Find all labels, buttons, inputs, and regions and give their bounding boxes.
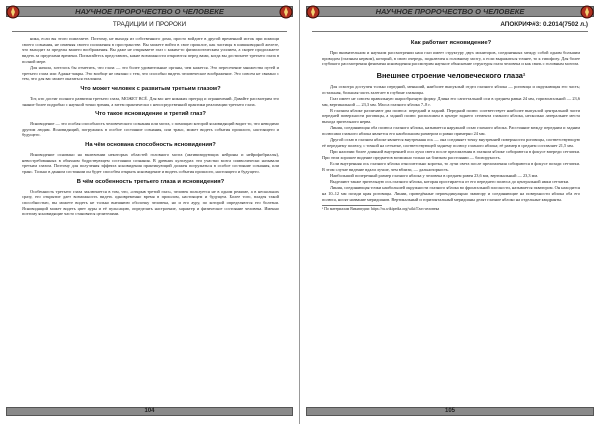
paragraph: ника, если вы этого пожелаете. Поэтому, не выходя из собственного дома, просто войдите в другой временной исток при помощи своего сознания, не изменяя своего положения в пространстве. Вы можете войти в свое прошлое, как частицы в шишковидной железе, что выходит за пределы вашего воображения. Вы даже не открываете глаз с каким-то физиологическим усилием, а скорее продолжаете видеть за пределами времени. Попытайтесь представить, какие возможности откроются перед вами, когда вы достигнете третьего глаза в полной мере.	[22, 36, 279, 64]
paragraph: Тот, кто достиг полного развития третьего глаза, МОЖЕТ ВСЁ. Для вас нет никаких преград и ограничений. Давайте рассмотрим это знание более подробно с научной точки зрения, а затем практически с непосредственной практики реализации третьего глаза.	[22, 95, 279, 107]
footnote-divider	[322, 205, 382, 206]
section-heading: В чём особенность третьего глаза и ясновидения?	[76, 178, 225, 185]
chapter-heading: Внешнее строение человеческого глаза¹	[376, 70, 526, 80]
page-number: 104	[144, 408, 155, 414]
paragraph: Линия, соединяющая оба полюса глазного яблока, называется наружной осью глазного яблока. Расстояние между передним и задним полюсами глазного яблока является его наибольшим размером и равно примерно 24 мм.	[322, 125, 580, 136]
footer-band	[306, 407, 594, 416]
paragraph: Наибольший поперечный размер глазного яблока у человека в среднем равен 23,6 мм, вертикальный — 23,3 мм.	[330, 172, 539, 178]
emblem-icon	[580, 5, 594, 19]
page-text	[322, 36, 580, 398]
paragraph: Для начала, хотелось бы отметить, что глаза — это более удивительные органы, чем кажется. Это пересечение множества путей и третьего глаза или Аджна-чакры. Это вообще не связано с тем, что способно видеть человеческое воображение. Это совсем не связано с тем, что для вас может оказаться эталоном.	[22, 64, 279, 82]
section-heading: Что такое ясновидение и третий глаз?	[95, 111, 206, 118]
paragraph: Выделяют также зрительную ось глазного яблока, которая простирается от его переднего полюса до центральной ямки сетчатки.	[330, 179, 570, 185]
paragraph: Линия, соединяющая точки наибольшей окружности глазного яблока во фронтальной плоскости, называется экватором. Он находится на 10–12 мм позади края роговицы. Линии, проведённые перпендикулярно экватору и соединяющие на поверхности яблока оба его полюса, носят название меридианов. Вертикальный и горизонтальный меридианы делят глазное яблоко на отдельные квадранты.	[322, 185, 580, 202]
paragraph: В глазном яблоке различают два полюса: передний и задний. Передний полюс соответствует наиболее выпуклой центральной части передней поверхности роговицы, а задний полюс расположен в центре заднего сегмента глазного яблока, несколько латеральнее места выхода зрительного нерва.	[322, 107, 580, 125]
section-heading: На чём основана способность ясновидения?	[85, 142, 216, 149]
header-band	[306, 6, 594, 17]
page-number: 105	[444, 408, 455, 414]
running-header: НАУЧНОЕ ПРОРОЧЕСТВО О ЧЕЛОВЕКЕ	[75, 7, 224, 16]
paragraph: Другой осью в глазном яблоке является внутренняя ось — она соединяет точку внутренней поверхности роговицы, соответствующую её переднему полюсу, с точкой на сетчатке, соответствующей заднему полюсу глазного яблока; её размер в среднем составляет 21,5 мм.	[322, 137, 580, 148]
paragraph: Особенность третьего глаза заключается в том, что, «открыв третий глаз», человек пользуется не в одном режиме, а в нескольких сразу, его открытие дает возможность видеть одновременно время в прошлом, настоящем и будущем. Более того, владея такой способностью, вы можете видеть не только внешнюю оболочку человека, но и его ауру, по которой определяются его болезни. Ясновидящий может видеть цвет ауры и её пульсацию, определять настроение, характер и физическое состояние человека. Именно поэтому ясновидящие часто становятся целителями.	[22, 188, 279, 217]
section-title: ТРАДИЦИИ И ПРОРОКИ	[112, 21, 187, 28]
section-heading: Что может человек с развитым третьим глазом?	[80, 85, 221, 92]
emblem-icon	[279, 5, 293, 19]
paragraph: При внимательном и научном рассмотрении наш глаз имеет структуру двух мониторов, соединенных между собой одним большим проводом (глазным нервом), который, в свою очередь, подключен к головному мозгу, а если выражаться точнее, то к гипофизу. Для более глубокого рассмотрения феномена ясновидения рассмотрим научное объяснение структуры глаза человека и как связь с головным мозгом.	[322, 50, 580, 67]
page-text	[22, 36, 279, 398]
emblem-icon	[306, 5, 320, 19]
paragraph: Глаз имеет не совсем правильную шарообразную форму. Длина его сагиттальной оси в среднем равна 24 мм, горизонтальной — 23,6 мм, вертикальной — 23,3 мм. Масса глазного яблока 7–8 г.	[322, 95, 580, 107]
divider	[312, 31, 588, 32]
footer-band	[6, 407, 293, 416]
paragraph: Ясновидение — это особая способность человеческого сознания или мозга, с помощью которой ясновидящий видит то, что невидимо другим людям. Ясновидящий, погружаясь в особое состояние сознания, или транс, может видеть события прошлого, настоящего и будущего.	[22, 121, 279, 138]
emblem-icon	[6, 5, 20, 19]
paragraph: При наличии более длинной внутренней оси лучи света после преломления в глазном яблоке собираются в фокусе впереди сетчатки. При этом хорошее видение предметов возможно только на близком расстоянии — близорукость.	[322, 149, 580, 160]
paragraph: Ясновидение основано на включении некоторых областей головного мозга (активизирующих нейроны и нейрофибриллы), невостребованных в обычном бодрствующем состоянии сознания. В древних культурах эти участки мозга символически называли третьим глазом. Поэтому для получения эффекта ясновидения практикующий должен погружаться в особое состояние сознания, или транс. Только в данном состоянии он будет способен открыть ясновидение и видеть события прошлого, настоящего и будущего.	[22, 152, 279, 175]
running-header: НАУЧНОЕ ПРОРОЧЕСТВО О ЧЕЛОВЕКЕ	[375, 7, 525, 16]
divider	[12, 31, 287, 32]
section-title: АПОКРИФ#3: 0.2014(7502 л.)	[500, 21, 588, 28]
paragraph: Для осмотра доступен только передний, меньший, наиболее выпуклый отдел глазного яблока — роговица и окружающая его часть; остальная, большая часть залегает в глубине глазницы.	[322, 83, 580, 95]
paragraph: Если внутренняя ось глазного яблока относительно коротка, то лучи света после преломления собираются в фокусе позади сетчатки. В этом случае видение вдали лучше, чем вблизи, — дальнозоркость.	[322, 161, 580, 172]
right-page	[300, 0, 600, 424]
header-band	[6, 6, 293, 17]
footnote: ¹ По материалам Википедии: https://ru.wikipedia.org/wiki/Глаз человека	[322, 207, 440, 212]
section-heading: Как работает ясновидение?	[410, 40, 492, 46]
